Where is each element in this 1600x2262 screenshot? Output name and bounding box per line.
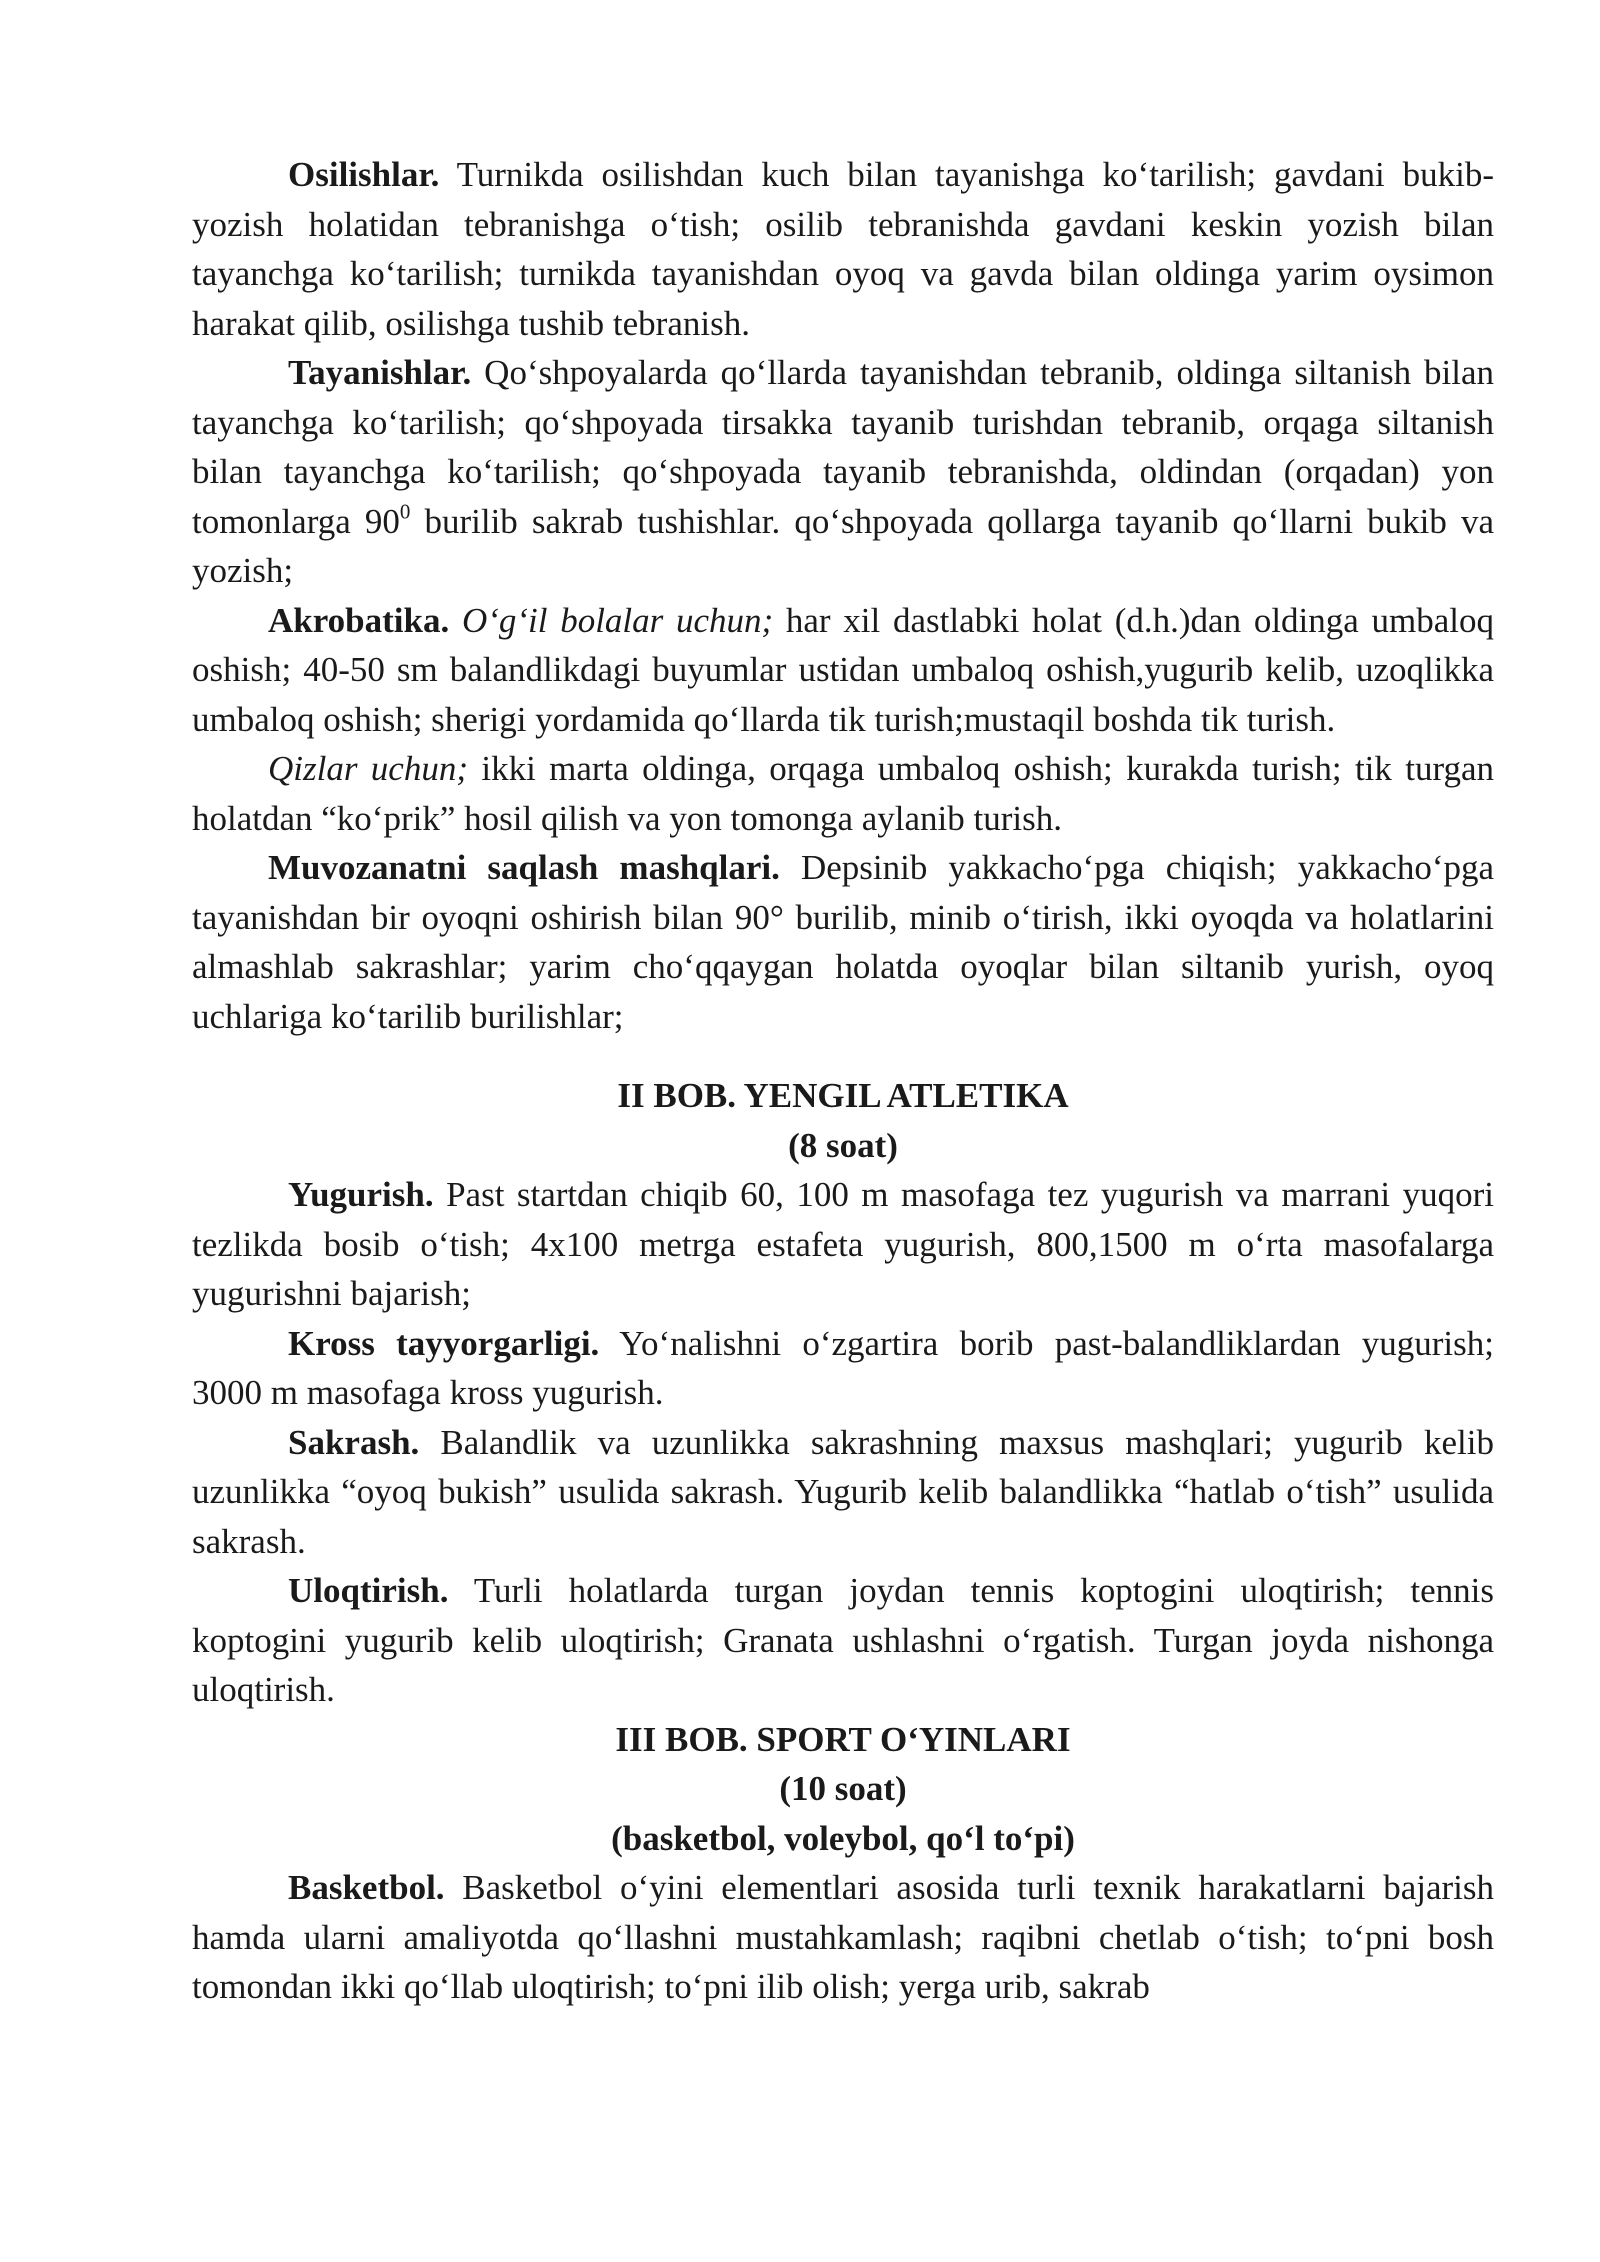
paragraph-yugurish <box>192 1170 1494 1319</box>
superscript: 0 <box>399 498 411 523</box>
chapter-heading: III BOB. SPORT O‘YINLARI <box>615 1719 1071 1759</box>
subsection-label-girls: Qizlar uchun; <box>268 749 468 788</box>
paragraph-text: Turli holatlarda turgan joydan tennis koptogini uloqtirish; tennis koptogini yugurib kelib uloqtirish; Granata ushlashni o‘rgatish. Turgan joyda nishonga uloqtirish. <box>192 1571 1494 1709</box>
chapter-hours: (8 soat) <box>788 1125 898 1165</box>
section-title-basketbol: Basketbol. <box>288 1868 445 1907</box>
paragraph-text: Past startdan chiqib 60, 100 m masofaga tez yugurish va marrani yuqori tezlikda bosib o‘tish; 4x100 metrga estafeta yugurish, 800,1500 m o‘rta masofalarga yugurishni bajarish; <box>192 1175 1494 1313</box>
paragraph-text: Turnikda osilishdan kuch bilan tayanishga ko‘tarilish; gavdani bukib-yozish holatidan tebranishga o‘tish; osilib tebranishda gavdani keskin yozish bilan tayanchga ko‘tarilish; turnikda tayanishdan oyoq va gavda bilan oldinga yarim oysimon harakat qilib, osilishga tushib tebranish. <box>192 155 1494 343</box>
paragraph-basketbol <box>192 1863 1494 2012</box>
paragraph-osilishlar <box>192 150 1494 348</box>
paragraph-text: burilib sakrab tushishlar. qo‘shpoyada qollarga tayanib qo‘llarni bukib va yozish; <box>192 501 1495 590</box>
paragraph-text: ikki marta oldinga, orqaga umbaloq oshish; kurakda turish; tik turgan holatdan “ko‘prik” hosil qilish va yon tomonga aylanib turish. <box>192 749 1495 838</box>
paragraph-text: Qo‘shpoyalarda qo‘llarda tayanishdan tebranib, oldinga siltanish bilan tayanchga ko‘tarilish; qo‘shpoyada tirsakka tayanib turishdan tebranib, orqaga siltanish bilan tayanchga ko‘tarilish; qo‘shpoyada tayanib tebranishda, oldindan (orqadan) yon tomonlarga 90 <box>192 353 1495 541</box>
section-title-osilishlar: Osilishlar. <box>288 155 440 194</box>
document-page <box>192 150 1494 2012</box>
section-title-uloqtirish: Uloqtirish. <box>288 1571 449 1610</box>
paragraph-text: Depsinib yakkacho‘pga chiqish; yakkacho‘pga tayanishdan bir oyoqni oshirish bilan 90° burilib, minib o‘tirish, ikki oyoqda va holatlarini almashlab sakrashlar; yarim cho‘qqaygan holatda oyoqlar bilan siltanib yurish, oyoq uchlariga ko‘tarilib burilishlar; <box>192 848 1495 1036</box>
chapter-games: (basketbol, voleybol, qo‘l to‘pi) <box>611 1818 1075 1858</box>
section-title-yugurish: Yugurish. <box>288 1175 434 1214</box>
chapter-hours: (10 soat) <box>779 1769 907 1808</box>
paragraph-text: Basketbol o‘yini elementlari asosida turli texnik harakatlarni bajarish hamda ularni amaliyotda qo‘llashni mustahkamlash; raqibni chetlab o‘tish; to‘pni bosh tomondan ikki qo‘llab uloqtirish; to‘pni ilib olish; yerga urib, sakrab <box>192 1868 1495 2006</box>
section-title-akrobatika: Akrobatika. <box>268 600 450 640</box>
paragraph-text: Balandlik va uzunlikka sakrashning maxsus mashqlari; yugurib kelib uzunlikka “oyoq bukish” usulida sakrash. Yugurib kelib balandlikka “hatlab o‘tish” usulida sakrash. <box>192 1422 1494 1561</box>
paragraph-text: har xil dastlabki holat (d.h.)dan oldinga umbaloq oshish; 40-50 sm balandlikdagi buyumlar ustidan umbaloq oshish,yugurib kelib, uzoqlikka umbaloq oshish; sherigi yordamida qo‘llarda tik turish;mustaqil boshda tik turish. <box>192 600 1494 739</box>
paragraph-uloqtirish <box>192 1566 1494 1715</box>
section-title-kross: Kross tayyorgarligi. <box>288 1323 600 1363</box>
paragraph-text: Yo‘nalishni o‘zgartira borib past-balandliklardan yugurish; 3000 m masofaga kross yugurish. <box>192 1323 1494 1412</box>
paragraph-kross <box>192 1319 1494 1418</box>
subsection-label-boys: O‘g‘il bolalar uchun; <box>461 600 774 640</box>
section-title-sakrash: Sakrash. <box>288 1422 420 1462</box>
paragraph-sakrash <box>192 1418 1494 1567</box>
paragraph-akrobatika <box>192 596 1494 745</box>
paragraph-muvozanat <box>192 843 1494 1041</box>
section-title-muvozanat: Muvozanatni saqlash mashqlari. <box>268 848 780 887</box>
chapter-heading: II BOB. YENGIL ATLETIKA <box>617 1076 1069 1115</box>
paragraph-tayanishlar <box>192 348 1494 596</box>
section-title-tayanishlar: Tayanishlar. <box>288 353 472 392</box>
paragraph-qizlar <box>192 744 1494 843</box>
